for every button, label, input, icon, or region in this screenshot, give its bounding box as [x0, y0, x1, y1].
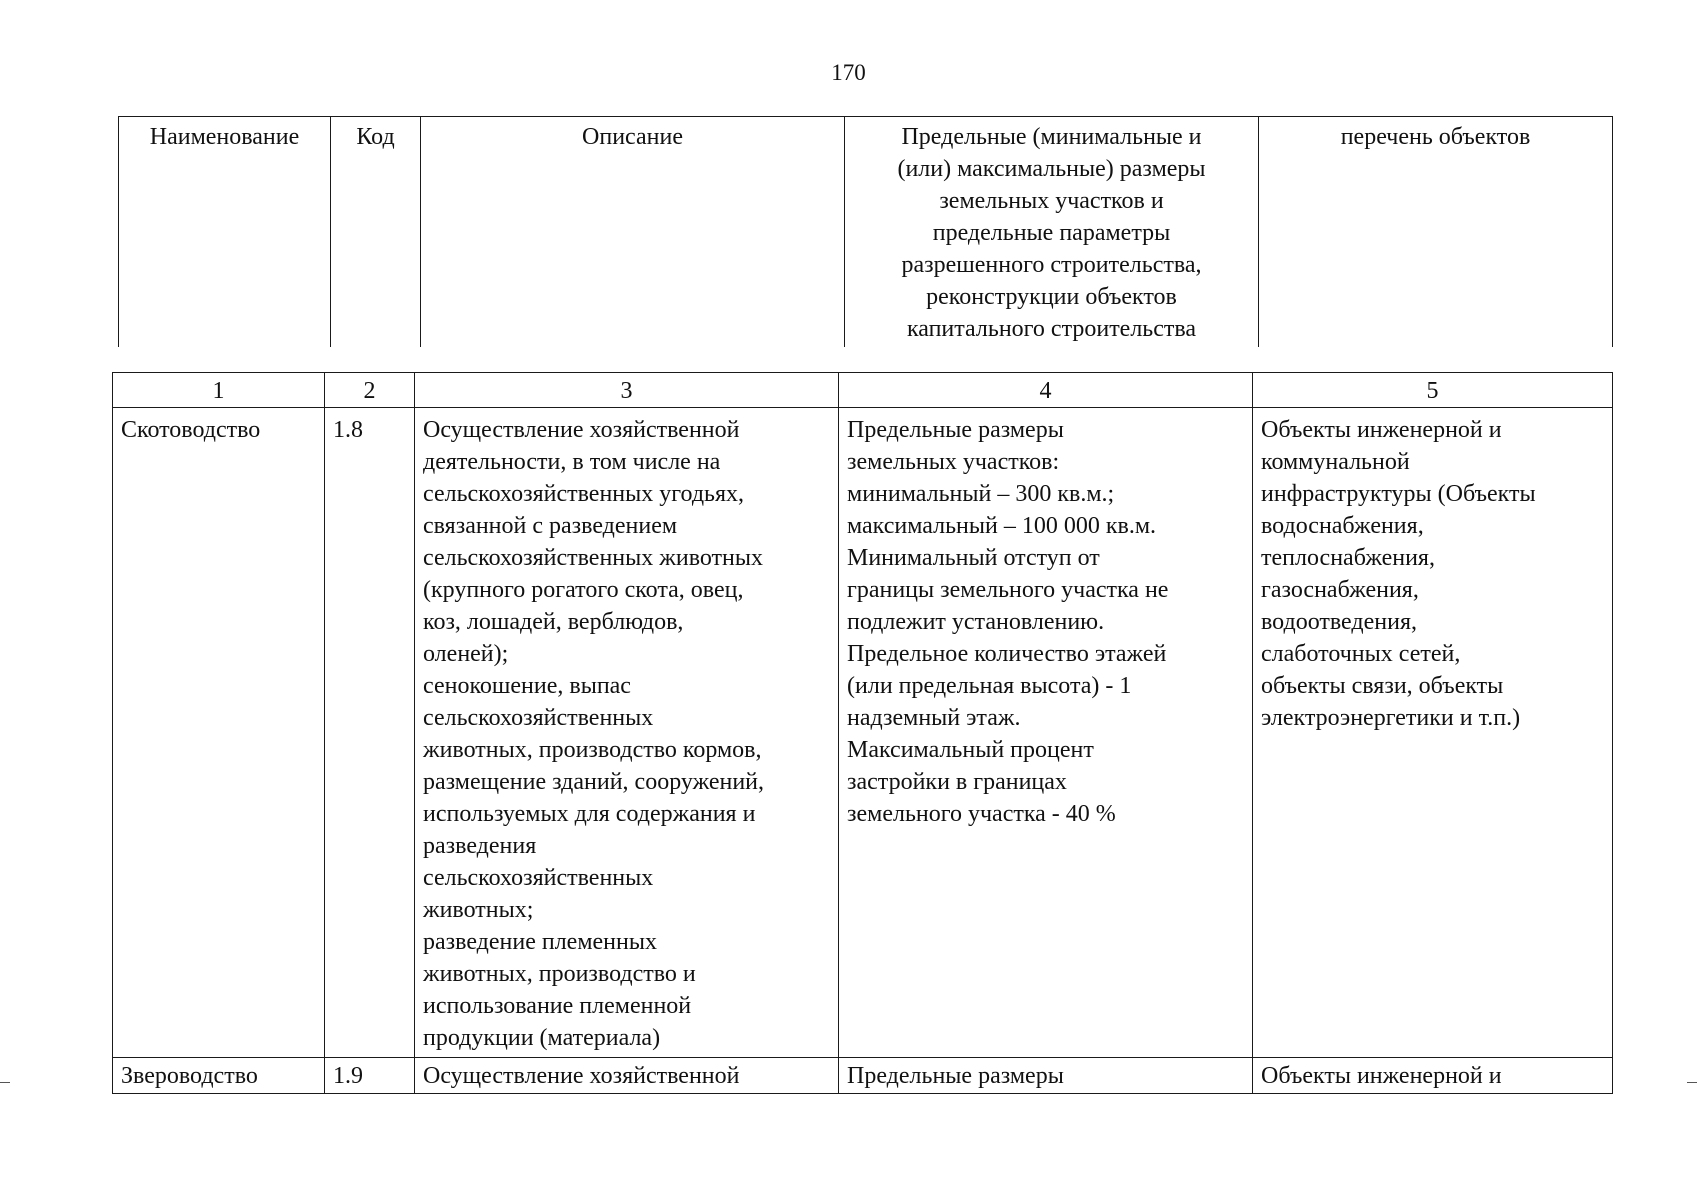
row-description: [415, 1058, 839, 1094]
parameters-line: (или предельная высота) - 1: [847, 673, 1132, 699]
parameters-line: Предельное количество этажей: [847, 641, 1167, 667]
parameters-line: земельного участка - 40 %: [847, 801, 1116, 827]
objects-line: инфраструктуры (Объекты: [1261, 481, 1536, 507]
scan-edge-mark-left: [0, 1082, 10, 1083]
description-line: сельскохозяйственных: [423, 865, 654, 891]
header-parameters-line: капитального строительства: [906, 316, 1197, 342]
table-row: [113, 408, 1613, 1058]
row-description: [415, 408, 839, 1058]
description-line: Осуществление хозяйственной: [423, 1063, 740, 1089]
description-line: коз, лошадей, верблюдов,: [423, 609, 684, 635]
objects-line: объекты связи, объекты: [1261, 673, 1504, 699]
header-objects: перечень объектов: [1259, 117, 1613, 347]
header-parameters-line: предельные параметры: [932, 220, 1171, 246]
row-parameters: [839, 408, 1253, 1058]
parameters-line: минимальный – 300 кв.м.;: [847, 481, 1115, 507]
parameters-line: Предельные размеры: [847, 1063, 1064, 1089]
objects-line: Объекты инженерной и: [1261, 417, 1502, 443]
objects-line: Объекты инженерной и: [1261, 1063, 1502, 1089]
header-row: [119, 117, 1613, 347]
description-line: (крупного рогатого скота, овец,: [423, 577, 744, 603]
description-line: животных, производство кормов,: [423, 737, 762, 763]
parameters-line: границы земельного участка не: [847, 577, 1169, 603]
row-name: Скотоводство: [113, 408, 325, 1058]
description-line: сельскохозяйственных угодьях,: [423, 481, 745, 507]
header-parameters-line: (или) максимальные) размеры: [897, 156, 1206, 182]
parameters-line: максимальный – 100 000 кв.м.: [847, 513, 1157, 539]
description-line: сельскохозяйственных животных: [423, 545, 763, 571]
parameters-line: подлежит установлению.: [847, 609, 1105, 635]
header-parameters-line: земельных участков и: [939, 188, 1164, 214]
header-description: Описание: [421, 117, 845, 347]
header-parameters-line: Предельные (минимальные и: [901, 124, 1202, 150]
row-code: 1.9: [325, 1058, 415, 1094]
objects-line: коммунальной: [1261, 449, 1410, 475]
description-line: разведения: [423, 833, 537, 859]
row-objects: [1253, 408, 1613, 1058]
body-table: [112, 372, 1613, 1094]
scan-edge-mark-right: [1687, 1082, 1697, 1083]
objects-line: слаботочных сетей,: [1261, 641, 1461, 667]
column-number: 5: [1253, 373, 1613, 408]
header-name: Наименование: [119, 117, 331, 347]
description-line: связанной с разведением: [423, 513, 678, 539]
header-parameters: [845, 117, 1259, 347]
description-line: разведение племенных: [423, 929, 657, 955]
parameters-line: земельных участков:: [847, 449, 1060, 475]
row-code: 1.8: [325, 408, 415, 1058]
column-number: 1: [113, 373, 325, 408]
description-line: используемых для содержания и: [423, 801, 756, 827]
column-number-row: [113, 373, 1613, 408]
column-number: 3: [415, 373, 839, 408]
description-line: сенокошение, выпас: [423, 673, 631, 699]
row-objects: [1253, 1058, 1613, 1094]
row-name: Звероводство: [113, 1058, 325, 1094]
description-line: животных, производство и: [423, 961, 696, 987]
table-row: [113, 1058, 1613, 1094]
description-line: оленей);: [423, 641, 509, 667]
parameters-line: Минимальный отступ от: [847, 545, 1100, 571]
header-table: [118, 116, 1613, 347]
parameters-line: Максимальный процент: [847, 737, 1094, 763]
description-line: Осуществление хозяйственной: [423, 417, 740, 443]
objects-line: теплоснабжения,: [1261, 545, 1435, 571]
header-parameters-line: реконструкции объектов: [926, 284, 1177, 310]
description-line: животных;: [423, 897, 534, 923]
parameters-line: Предельные размеры: [847, 417, 1064, 443]
column-number: 4: [839, 373, 1253, 408]
description-line: использование племенной: [423, 993, 692, 1019]
description-line: продукции (материала): [423, 1025, 661, 1051]
column-number: 2: [325, 373, 415, 408]
header-parameters-line: разрешенного строительства,: [901, 252, 1202, 278]
objects-line: водоотведения,: [1261, 609, 1417, 635]
description-line: сельскохозяйственных: [423, 705, 654, 731]
parameters-line: застройки в границах: [847, 769, 1067, 795]
parameters-line: надземный этаж.: [847, 705, 1021, 731]
page-number: 170: [831, 60, 866, 85]
row-parameters: [839, 1058, 1253, 1094]
header-code: Код: [331, 117, 421, 347]
objects-line: водоснабжения,: [1261, 513, 1424, 539]
description-line: размещение зданий, сооружений,: [423, 769, 765, 795]
objects-line: электроэнергетики и т.п.): [1261, 705, 1521, 731]
description-line: деятельности, в том числе на: [423, 449, 721, 475]
objects-line: газоснабжения,: [1261, 577, 1419, 603]
